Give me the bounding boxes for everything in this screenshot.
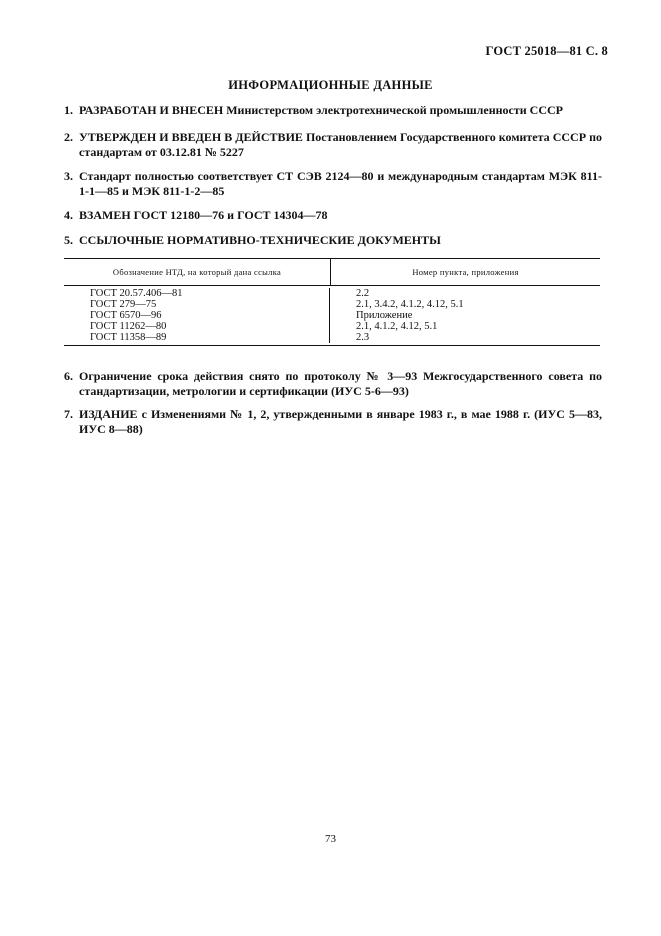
- table-cell-document: ГОСТ 279—75: [90, 299, 157, 310]
- column-header-clause: Номер пункта, приложения: [412, 267, 519, 277]
- item-text: Стандарт полностью соответствует СТ СЭВ 2124—80 и международным стандартам МЭК 811-1-1—85 и МЭК 811-1-2—85: [79, 169, 602, 198]
- info-item-7: [64, 407, 602, 437]
- item-text: ВЗАМЕН ГОСТ 12180—76 и ГОСТ 14304—78: [79, 208, 328, 222]
- item-text: ССЫЛОЧНЫЕ НОРМАТИВНО-ТЕХНИЧЕСКИЕ ДОКУМЕНТЫ: [79, 233, 441, 247]
- table-cell-document: ГОСТ 11262—80: [90, 321, 167, 332]
- table-cell-document: ГОСТ 6570—96: [90, 310, 162, 321]
- item-number: 3.: [64, 169, 73, 183]
- info-item-4: [64, 208, 602, 223]
- table-header-row: [64, 259, 600, 286]
- table-cell-clause: 2.1, 4.1.2, 4.12, 5.1: [356, 321, 438, 332]
- table-cell-document: ГОСТ 20.57.406—81: [90, 288, 183, 299]
- table-cell-clause: Приложение: [356, 310, 413, 321]
- item-number: 2.: [64, 130, 73, 144]
- document-code-header: ГОСТ 25018—81 С. 8: [485, 44, 608, 58]
- column-header-document: Обозначение НТД, на который дана ссылка: [64, 259, 331, 285]
- item-number: 1.: [64, 103, 73, 117]
- item-number: 6.: [64, 369, 73, 383]
- item-text: Ограничение срока действия снято по протоколу № 3—93 Межгосударственного совета по стандартизации, метрологии и сертификации (ИУС 5-6—93): [79, 369, 602, 398]
- item-number: 5.: [64, 233, 73, 247]
- reference-documents-table: [64, 258, 600, 346]
- item-text: РАЗРАБОТАН И ВНЕСЕН Министерством электротехнической промышленности СССР: [79, 103, 564, 117]
- table-cell-clause: 2.3: [356, 332, 370, 343]
- page-number: 73: [325, 833, 336, 845]
- item-number: 7.: [64, 407, 73, 421]
- info-item-2: [64, 130, 602, 160]
- info-item-5: [64, 233, 602, 248]
- section-title: ИНФОРМАЦИОННЫЕ ДАННЫЕ: [228, 78, 433, 92]
- info-item-6: [64, 369, 602, 399]
- table-cell-clause: 2.2: [356, 288, 370, 299]
- table-cell-clause: 2.1, 3.4.2, 4.1.2, 4.12, 5.1: [356, 299, 464, 310]
- item-number: 4.: [64, 208, 73, 222]
- table-body: [64, 286, 600, 345]
- info-item-1: [64, 103, 602, 118]
- item-text: ИЗДАНИЕ с Изменениями № 1, 2, утвержденными в январе 1983 г., в мае 1988 г. (ИУС 5—83, ИУС 8—88): [79, 407, 602, 436]
- clause-column: [330, 288, 600, 343]
- table-cell-document: ГОСТ 11358—89: [90, 332, 167, 343]
- info-item-3: [64, 169, 602, 199]
- document-column: [64, 288, 330, 343]
- item-text: УТВЕРЖДЕН И ВВЕДЕН В ДЕЙСТВИЕ Постановлением Государственного комитета СССР по стандартам от 03.12.81 № 5227: [79, 130, 602, 159]
